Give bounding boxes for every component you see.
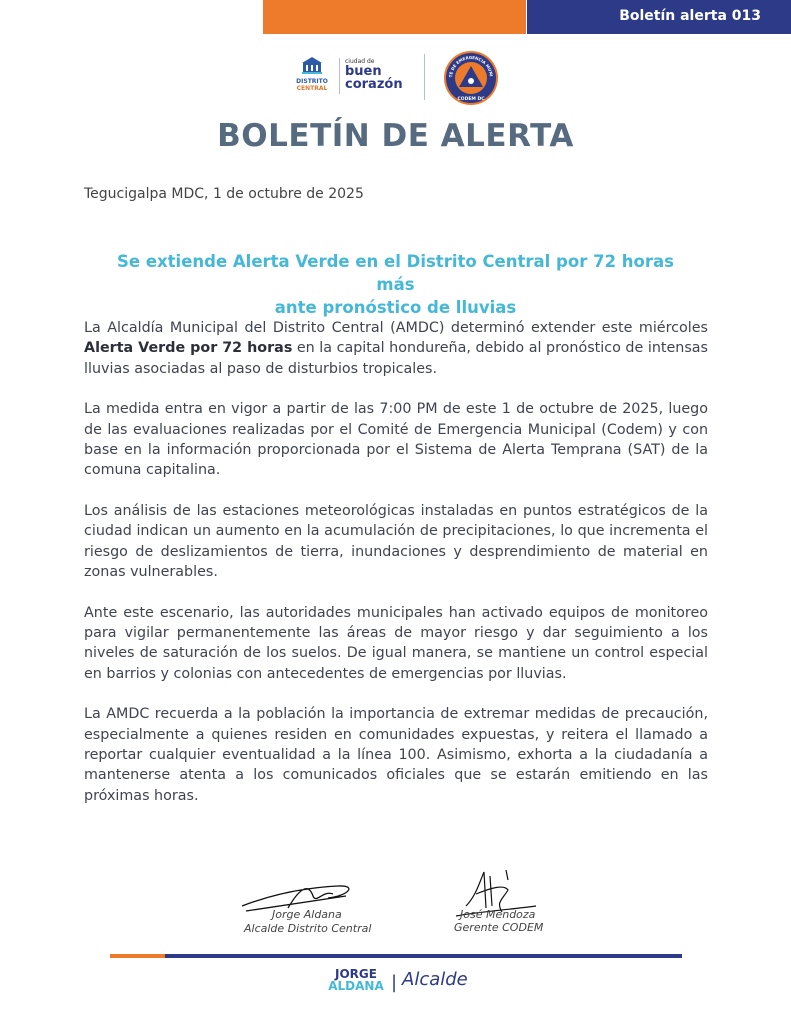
page-title: BOLETÍN DE ALERTA (217, 118, 574, 154)
paragraph-2: La medida entra en vigor a partir de las 7:00 PM de este 1 de octubre de 2025, luego de las evaluaciones realizadas por el Comité de Emergencia Municipal (Codem) y con base en la información proporcionada por el Sistema de Alerta Temprana (SAT) de la comuna capitalina. (84, 401, 708, 479)
mayor-wordmark (326, 968, 386, 992)
bulletin-body (84, 318, 708, 826)
p1-text-end: en la capital hondureña, debido al pronóstico de intensas lluvias asociadas al paso de disturbios tropicales. (84, 340, 708, 377)
buen-corazon-line1: buen (345, 64, 382, 79)
headline-line2: ante pronóstico de lluvias (274, 298, 517, 317)
p1-bold-text: Alerta Verde por 72 horas (84, 340, 293, 357)
footer-role: Alcalde (402, 969, 468, 990)
headline-line1: Se extiende Alerta Verde en el Distrito Central por 72 horas más (117, 252, 674, 294)
codem-bottom-text: CODEM DC (457, 97, 485, 102)
wordmark-line1: JORGE (335, 967, 377, 981)
signer-role-1: Alcalde Distrito Central (244, 922, 372, 935)
date-line: Tegucigalpa MDC, 1 de octubre de 2025 (84, 186, 364, 202)
top-banner (0, 0, 791, 34)
distrito-label: DISTRITO (296, 78, 328, 85)
paragraph-4: Ante este escenario, las autoridades municipales han activado equipos de monitoreo para vigilar permanentemente las áreas de mayor riesgo y dar seguimiento a los niveles de saturación de los suelos. De igual manera, se mantiene un control especial en barrios y colonias con antecedentes de emergencias por lluvias. (84, 604, 708, 682)
banner-orange-stripe (263, 0, 526, 34)
paragraph-3: Los análisis de las estaciones meteorológicas instaladas en puntos estratégicos de la ciudad indican un aumento en la acumulación de precipitaciones, lo que incrementa el riesgo de deslizamientos de tierra, inundaciones y desprendimiento de material en zonas vulnerables. (84, 503, 708, 580)
central-label: CENTRAL (296, 85, 328, 92)
headline (100, 250, 691, 319)
paragraph-5: La AMDC recuerda a la población la importancia de extremar medidas de precaución, especialmente a quienes residen en comunidades expuestas, y reitera el llamado a reportar cualquier eventualidad a la línea 100. Asimismo, exhorta a la ciudadanía a mantenerse atenta a los comunicados oficiales que se estarán emitiendo en las próximas horas. (84, 706, 708, 804)
signer-name-1: Jorge Aldana (272, 908, 342, 921)
svg-text:COMITÉ DE EMERGENCIA MUNICIPAL: TÉ DE EMERGENCIA MUNI (447, 54, 494, 78)
footer-divider-navy (165, 954, 682, 958)
city-hall-icon (301, 56, 323, 74)
wordmark-line2: ALDANA (328, 979, 384, 993)
signature-block-mayor (238, 866, 388, 936)
buen-corazon-small: ciudad de (345, 58, 375, 65)
codem-seal (443, 50, 499, 106)
p1-text-start: La Alcaldía Municipal del Distrito Central (AMDC) determinó extender este miércoles (84, 320, 708, 336)
footer-separator: | (391, 972, 398, 993)
footer-divider (110, 954, 682, 958)
buen-corazon-line2: corazón (345, 77, 403, 92)
signature-block-codem (446, 866, 556, 936)
footer-divider-orange (110, 954, 165, 958)
signer-role-2: Gerente CODEM (454, 921, 544, 934)
logo-row (0, 50, 791, 106)
logo-divider (339, 58, 340, 94)
logo-divider (424, 54, 425, 100)
footer-signature (0, 966, 791, 996)
paragraph-1 (84, 318, 708, 379)
distrito-central-logo (291, 56, 333, 96)
buen-corazon-logo (345, 58, 415, 96)
signer-name-2: José Mendoza (460, 908, 536, 921)
bulletin-number: Boletín alerta 013 (619, 8, 761, 24)
